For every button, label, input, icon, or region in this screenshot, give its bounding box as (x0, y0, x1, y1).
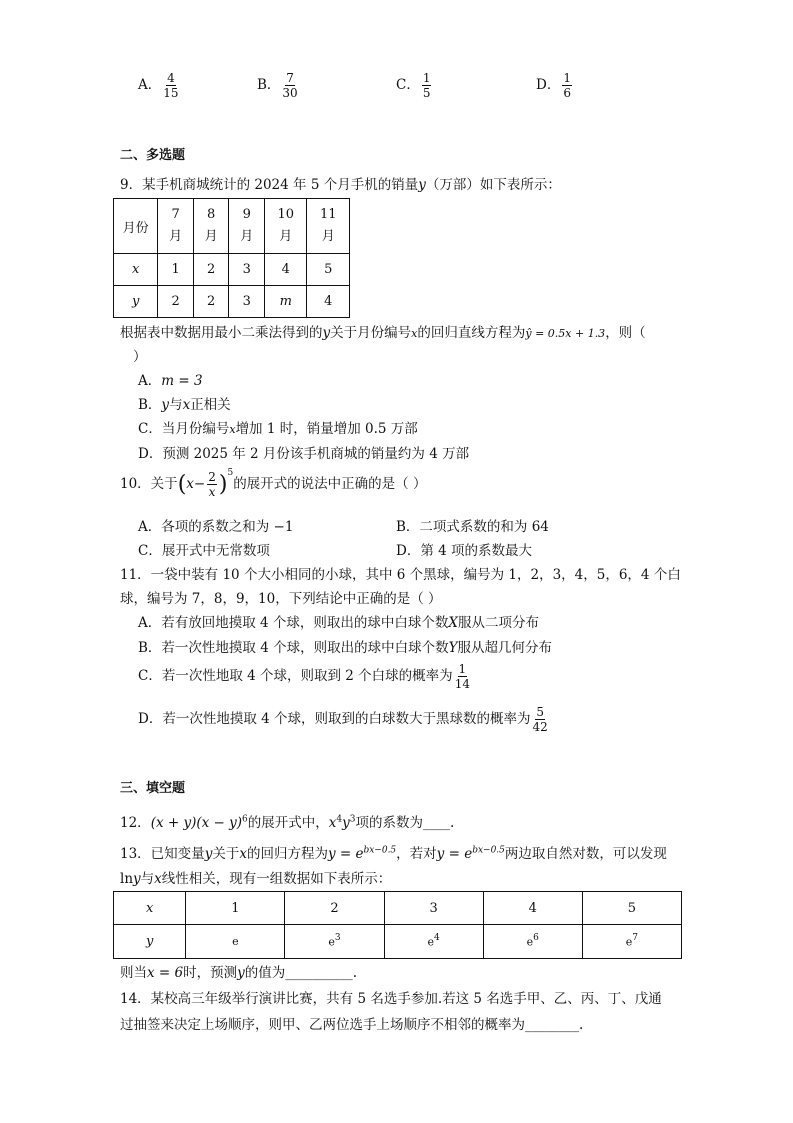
q13-question: 则当x = 6时，预测y的值为__________. (120, 965, 358, 981)
table-cell: 4 (483, 892, 582, 925)
q14-stem-line2: 过抽签来决定上场顺序，则甲、乙两位选手上场顺序不相邻的概率为________. (120, 1017, 584, 1033)
fraction: $\frac{1}{6}$ (563, 71, 571, 100)
table-cell: x (114, 892, 186, 925)
fraction: $\frac{1}{14}$ (454, 662, 470, 691)
table-cell: $e^3$ (285, 925, 384, 959)
q11-option-a: A．若有放回地摸取 4 个球，则取出的球中白球个数X服从二项分布 (138, 615, 540, 631)
q10-option-b: B．二项式系数的和为 64 (396, 519, 549, 535)
table-cell: 2 (158, 286, 194, 318)
q14-stem-line1: 14．某校高三年级举行演讲比赛，共有 5 名选手参加.若这 5 名选手甲、乙、丙、丁、戊通 (120, 991, 662, 1007)
table-cell: 11 月 (307, 199, 350, 254)
table-cell: 1 (186, 892, 285, 925)
table-cell: 2 (285, 892, 384, 925)
q10-option-d: D．第 4 项的系数最大 (396, 543, 532, 559)
table-cell: 5 (307, 254, 350, 286)
q11-option-d: D．若一次性地摸取 4 个球，则取到的白球数大于黑球数的概率为 $\frac{5}{42}$ (138, 705, 548, 734)
q9-paren-close: ） (133, 349, 147, 365)
table-cell: $e^4$ (384, 925, 483, 959)
q10-stem: 10．关于(x− $\frac{2}{x}$ )$^5$的展开式的说法中正确的是（ ） (120, 467, 427, 499)
q10-option-c: C．展开式中无常数项 (138, 543, 270, 559)
q9-option-a: A．m = 3 (138, 373, 203, 389)
q11-option-b: B．若一次性地摸取 4 个球，则取出的球中白球个数Y服从超几何分布 (138, 640, 553, 656)
q11-stem-line1: 11．一袋中装有 10 个大小相同的小球，其中 6 个黑球，编号为 1，2，3，4，5，6，4 个白 (120, 567, 681, 583)
q9-option-d: D．预测 2025 年 2 月份该手机商城的销量约为 4 万部 (138, 446, 470, 462)
table-cell: 2 (193, 286, 229, 318)
table-cell: 3 (229, 286, 265, 318)
table-cell: 8 月 (193, 199, 229, 254)
section-heading-multi-choice: 二、多选题 (120, 148, 186, 163)
q12-stem: 12．$(x + y)(x - y)^6$的展开式中，$x^4y^3$项的系数为____. (120, 814, 455, 831)
fraction: $\frac{7}{30}$ (282, 71, 298, 100)
table-cell: 4 (265, 254, 307, 286)
q8-option-b: B． $\frac{7}{30}$ (257, 71, 298, 100)
q9-table (113, 198, 350, 318)
fraction: $\frac{2}{x}$ (208, 470, 216, 499)
table-cell: e (186, 925, 285, 959)
table-cell: 5 (582, 892, 681, 925)
table-cell: 3 (384, 892, 483, 925)
q8-option-a: A． $\frac{4}{15}$ (138, 71, 179, 100)
q10-option-a: A．各项的系数之和为 −1 (138, 519, 294, 535)
table-cell: 2 (193, 254, 229, 286)
fraction: $\frac{1}{5}$ (422, 71, 431, 100)
section-heading-fill-in: 三、填空题 (120, 781, 186, 796)
q11-stem-line2: 球，编号为 7，8，9，10，下列结论中正确的是（ ） (120, 591, 442, 607)
fraction: $\frac{4}{15}$ (163, 71, 179, 100)
q9-regression-line: 根据表中数据用最小二乘法得到的y关于月份编号x的回归直线方程为ŷ = 0.5x + 1.3，则（ (120, 325, 646, 341)
q13-stem-line2: lny与x线性相关，现有一组数据如下表所示： (120, 871, 392, 887)
table-cell: 1 (158, 254, 194, 286)
table-cell: 3 (229, 254, 265, 286)
q13-table (113, 891, 682, 959)
q9-stem: 9．某手机商城统计的 2024 年 5 个月手机的销量y（万部）如下表所示： (120, 177, 561, 193)
table-cell: 9 月 (229, 199, 265, 254)
table-cell: $e^6$ (483, 925, 582, 959)
table-cell: $e^7$ (582, 925, 681, 959)
q11-option-c: C．若一次性地取 4 个球，则取到 2 个白球的概率为 $\frac{1}{14}$ (138, 662, 470, 691)
q9-option-b: B．y与x正相关 (138, 397, 231, 413)
table-cell: x (114, 254, 158, 286)
q8-option-d: D． $\frac{1}{6}$ (536, 71, 571, 100)
table-cell: 7 月 (158, 199, 194, 254)
fraction: $\frac{5}{42}$ (532, 705, 548, 734)
table-cell: y (114, 286, 158, 318)
table-cell: y (114, 925, 186, 959)
table-cell: m (265, 286, 307, 318)
table-cell: 10 月 (265, 199, 307, 254)
table-cell: 4 (307, 286, 350, 318)
q9-option-c: C．当月份编号x增加 1 时，销量增加 0.5 万部 (138, 421, 418, 437)
q13-stem-line1: 13．已知变量y关于x的回归方程为$y = e^{bx-0.5}$，若对$y = e^{bx-0.5}$两边取自然对数，可以发现 (120, 845, 667, 862)
table-cell: 月份 (114, 199, 158, 254)
q8-option-c: C． $\frac{1}{5}$ (396, 71, 431, 100)
